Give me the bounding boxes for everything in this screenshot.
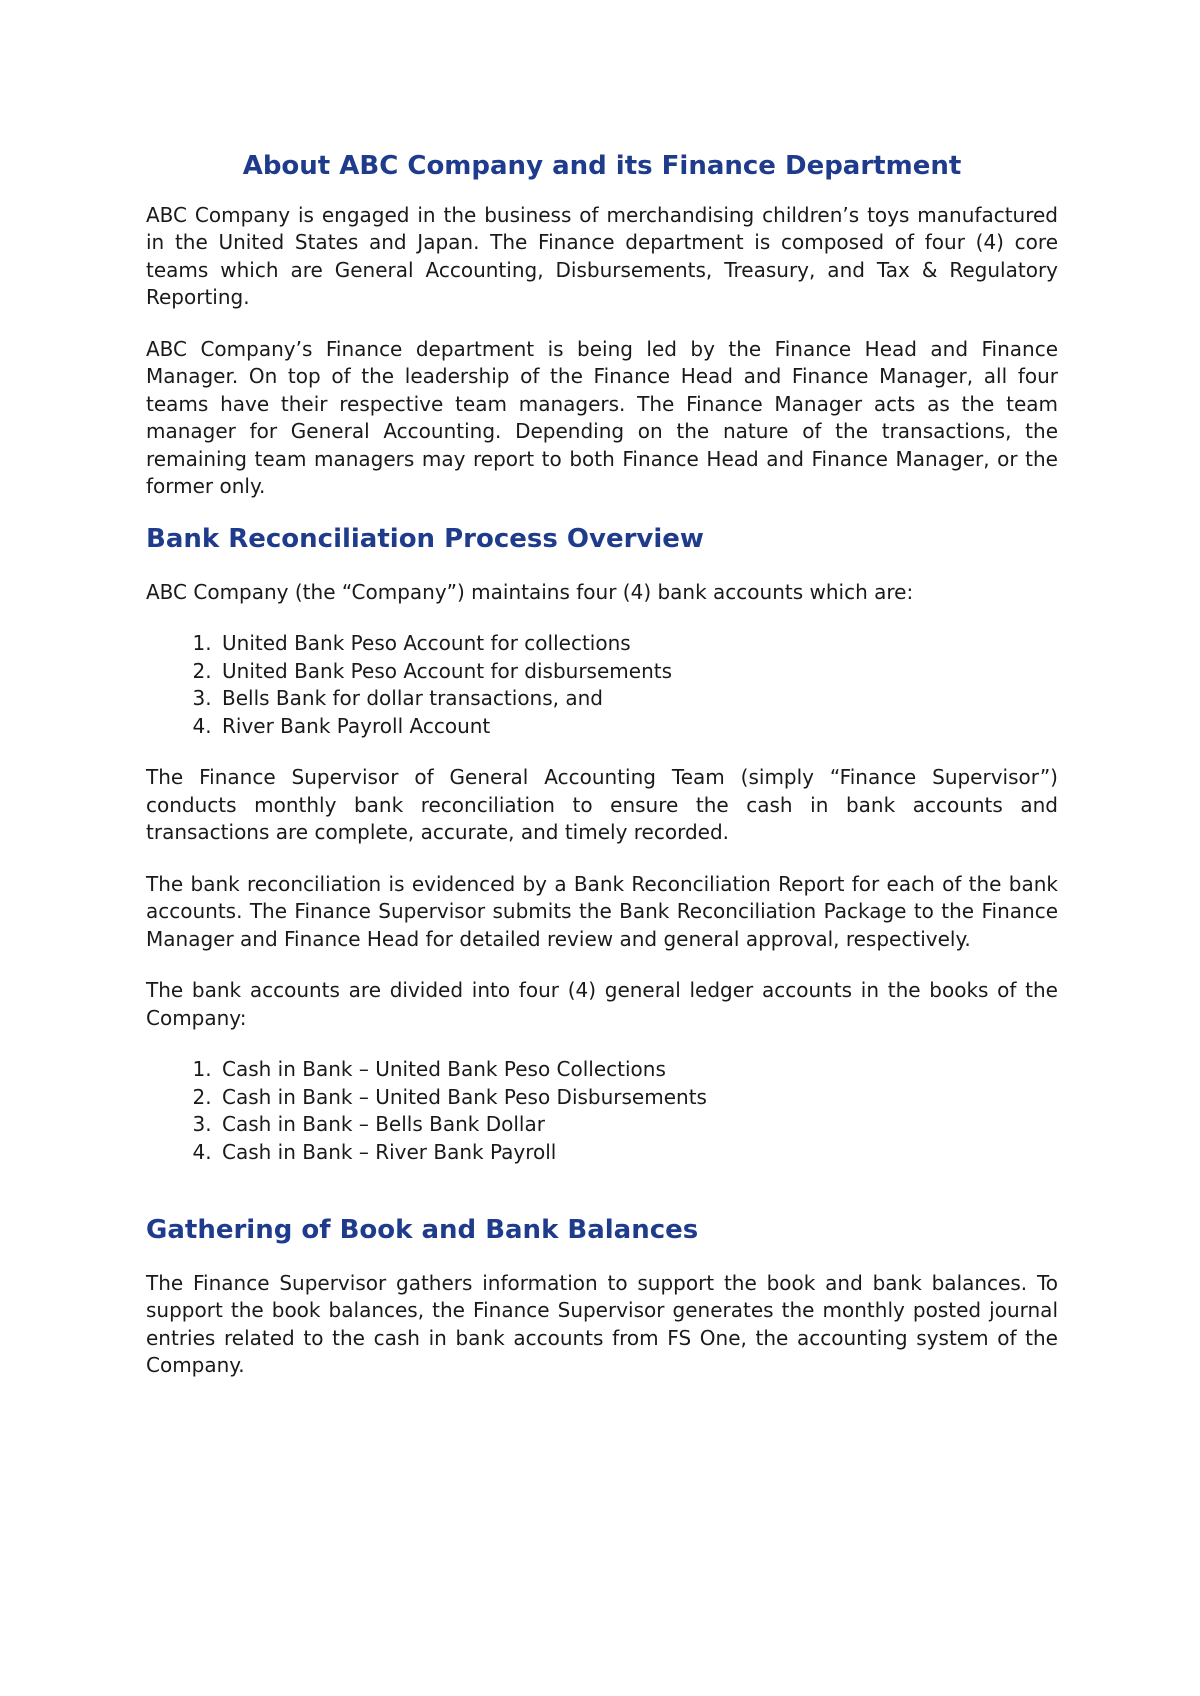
bank-accounts-lead-in: ABC Company (the “Company”) maintains four (4) bank accounts which are: [146, 579, 914, 604]
report-paragraph: The bank reconciliation is evidenced by a Bank Reconciliation Report for each of the bank accounts. The Finance Supervisor submits the Bank Reconciliation Package to the Finance Manager and Finance Head for detailed review and general approval, respectively. [146, 871, 1058, 951]
list-item: 3. Cash in Bank – Bells Bank Dollar [218, 1111, 1058, 1139]
list-item: 1. Cash in Bank – United Bank Peso Collections [218, 1056, 1058, 1084]
ledger-paragraph: The bank accounts are divided into four (4) general ledger accounts in the books of the Company: [146, 978, 1058, 1030]
bank-accounts-list [146, 630, 1058, 740]
list-item: 3. Bells Bank for dollar transactions, and [218, 685, 1058, 713]
intro-paragraph-2: ABC Company’s Finance department is being led by the Finance Head and Finance Manager. On top of the leadership of the Finance Head and Finance Manager, all four teams have their respective team managers. The Finance Manager acts as the team manager for General Accounting. Depending on the nature of the transactions, the remaining team managers may report to both Finance Head and Finance Manager, or the former only. [146, 336, 1058, 499]
list-item: 2. Cash in Bank – United Bank Peso Disbursements [218, 1084, 1058, 1112]
document-page [146, 150, 1058, 1380]
supervisor-paragraph: The Finance Supervisor of General Accounting Team (simply “Finance Supervisor”) conducts monthly bank reconciliation to ensure the cash in bank accounts and transactions are complete, accurate, and timely recorded. [146, 765, 1058, 845]
list-item: 2. United Bank Peso Account for disbursements [218, 658, 1058, 686]
ledger-accounts-list [146, 1056, 1058, 1166]
list-item: 4. River Bank Payroll Account [218, 713, 1058, 741]
list-item: 4. Cash in Bank – River Bank Payroll [218, 1139, 1058, 1167]
section-heading-bank-reconciliation: Bank Reconciliation Process Overview [146, 523, 704, 554]
page-title: About ABC Company and its Finance Department [242, 151, 962, 181]
section-heading-gathering: Gathering of Book and Bank Balances [146, 1215, 699, 1246]
intro-paragraph-1: ABC Company is engaged in the business of merchandising children’s toys manufactured in the United States and Japan. The Finance department is composed of four (4) core teams which are General Accounting, Disbursements, Treasury, and Tax & Regulatory Reporting. [146, 202, 1058, 310]
list-item: 1. United Bank Peso Account for collections [218, 630, 1058, 658]
gathering-paragraph: The Finance Supervisor gathers information to support the book and bank balances. To support the book balances, the Finance Supervisor generates the monthly posted journal entries related to the cash in bank accounts from FS One, the accounting system of the Company. [146, 1270, 1058, 1378]
